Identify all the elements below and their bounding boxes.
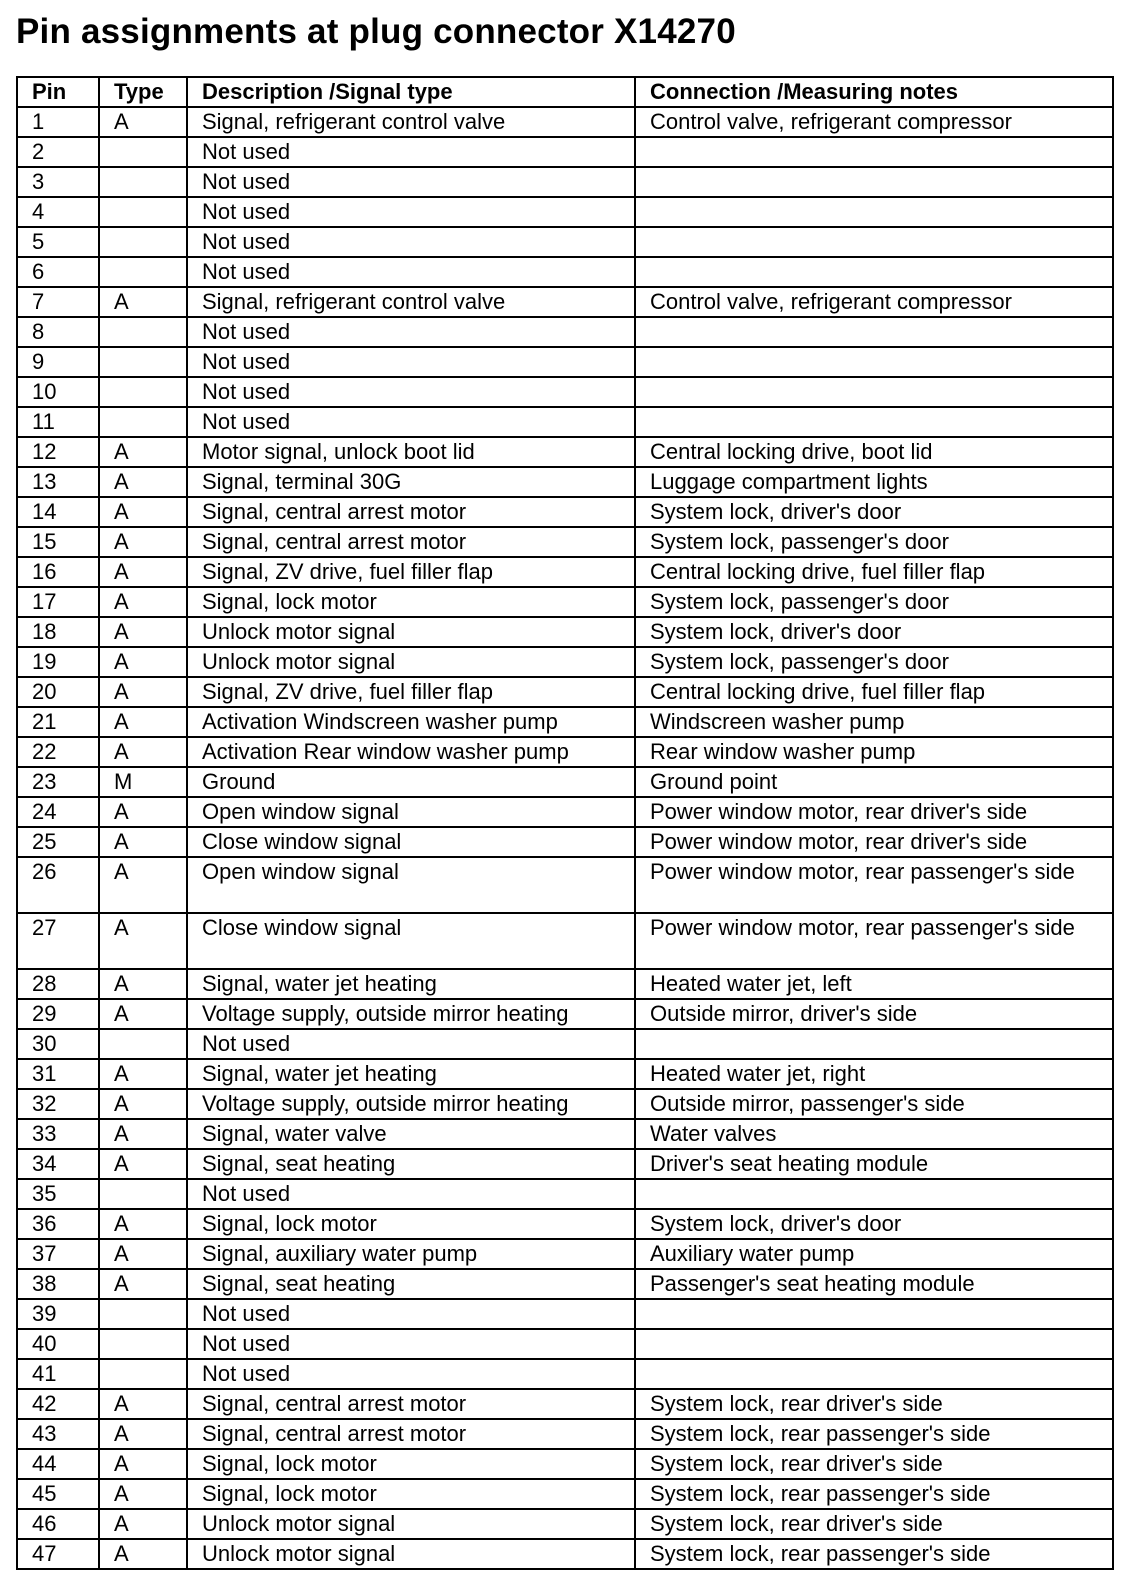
cell-type: A — [99, 647, 187, 677]
cell-pin: 27 — [17, 913, 99, 969]
table-row — [17, 1089, 1113, 1119]
cell-connection — [635, 1299, 1113, 1329]
cell-type — [99, 227, 187, 257]
table-row — [17, 557, 1113, 587]
cell-description: Signal, lock motor — [187, 1449, 635, 1479]
cell-type: A — [99, 527, 187, 557]
table-row — [17, 527, 1113, 557]
table-body — [17, 107, 1113, 1569]
cell-connection: Luggage compartment lights — [635, 467, 1113, 497]
cell-description: Not used — [187, 167, 635, 197]
cell-pin: 43 — [17, 1419, 99, 1449]
cell-pin: 25 — [17, 827, 99, 857]
table-row — [17, 227, 1113, 257]
header-type: Type — [99, 77, 187, 107]
table-row — [17, 167, 1113, 197]
header-pin: Pin — [17, 77, 99, 107]
cell-connection: System lock, driver's door — [635, 1209, 1113, 1239]
cell-type: A — [99, 969, 187, 999]
cell-connection: Central locking drive, fuel filler flap — [635, 677, 1113, 707]
cell-pin: 39 — [17, 1299, 99, 1329]
table-row — [17, 137, 1113, 167]
cell-type — [99, 257, 187, 287]
cell-type — [99, 197, 187, 227]
table-row — [17, 1239, 1113, 1269]
cell-pin: 26 — [17, 857, 99, 913]
header-description: Description /Signal type — [187, 77, 635, 107]
cell-description: Not used — [187, 1029, 635, 1059]
cell-description: Not used — [187, 257, 635, 287]
cell-description: Signal, refrigerant control valve — [187, 287, 635, 317]
cell-type: A — [99, 1149, 187, 1179]
cell-description: Signal, central arrest motor — [187, 1389, 635, 1419]
cell-type — [99, 377, 187, 407]
cell-pin: 19 — [17, 647, 99, 677]
cell-description: Signal, seat heating — [187, 1269, 635, 1299]
cell-pin: 17 — [17, 587, 99, 617]
table-row — [17, 1419, 1113, 1449]
cell-pin: 14 — [17, 497, 99, 527]
cell-connection — [635, 1359, 1113, 1389]
cell-connection: System lock, rear driver's side — [635, 1449, 1113, 1479]
cell-type: A — [99, 437, 187, 467]
cell-pin: 28 — [17, 969, 99, 999]
cell-pin: 34 — [17, 1149, 99, 1179]
cell-connection: System lock, rear passenger's side — [635, 1479, 1113, 1509]
cell-description: Signal, water jet heating — [187, 1059, 635, 1089]
cell-description: Open window signal — [187, 857, 635, 913]
table-row — [17, 1179, 1113, 1209]
cell-pin: 44 — [17, 1449, 99, 1479]
cell-description: Signal, ZV drive, fuel filler flap — [187, 557, 635, 587]
cell-connection: Outside mirror, driver's side — [635, 999, 1113, 1029]
table-row — [17, 827, 1113, 857]
cell-type — [99, 1299, 187, 1329]
cell-connection — [635, 347, 1113, 377]
cell-description: Not used — [187, 1179, 635, 1209]
cell-pin: 46 — [17, 1509, 99, 1539]
cell-type: A — [99, 1269, 187, 1299]
table-row — [17, 1299, 1113, 1329]
cell-connection: Heated water jet, left — [635, 969, 1113, 999]
cell-description: Not used — [187, 197, 635, 227]
cell-type: A — [99, 857, 187, 913]
cell-type: A — [99, 677, 187, 707]
cell-description: Signal, central arrest motor — [187, 1419, 635, 1449]
cell-type: A — [99, 1509, 187, 1539]
cell-connection — [635, 1329, 1113, 1359]
cell-type: A — [99, 1539, 187, 1569]
cell-type: A — [99, 737, 187, 767]
table-header-row — [17, 77, 1113, 107]
cell-pin: 9 — [17, 347, 99, 377]
table-row — [17, 1209, 1113, 1239]
cell-connection — [635, 407, 1113, 437]
cell-type: A — [99, 1419, 187, 1449]
cell-type: M — [99, 767, 187, 797]
table-row — [17, 497, 1113, 527]
cell-description: Signal, lock motor — [187, 587, 635, 617]
cell-description: Signal, central arrest motor — [187, 497, 635, 527]
cell-description: Not used — [187, 407, 635, 437]
cell-description: Not used — [187, 317, 635, 347]
cell-description: Signal, water valve — [187, 1119, 635, 1149]
cell-description: Unlock motor signal — [187, 1509, 635, 1539]
cell-type: A — [99, 1059, 187, 1089]
cell-pin: 30 — [17, 1029, 99, 1059]
cell-type: A — [99, 617, 187, 647]
cell-pin: 10 — [17, 377, 99, 407]
cell-connection: System lock, rear passenger's side — [635, 1539, 1113, 1569]
header-connection: Connection /Measuring notes — [635, 77, 1113, 107]
cell-type: A — [99, 827, 187, 857]
cell-type: A — [99, 1389, 187, 1419]
cell-connection — [635, 1179, 1113, 1209]
cell-connection: System lock, passenger's door — [635, 647, 1113, 677]
cell-type: A — [99, 107, 187, 137]
cell-pin: 20 — [17, 677, 99, 707]
cell-pin: 11 — [17, 407, 99, 437]
cell-type — [99, 137, 187, 167]
cell-pin: 47 — [17, 1539, 99, 1569]
table-row — [17, 257, 1113, 287]
cell-type: A — [99, 707, 187, 737]
cell-pin: 35 — [17, 1179, 99, 1209]
table-row — [17, 1149, 1113, 1179]
cell-pin: 42 — [17, 1389, 99, 1419]
table-row — [17, 913, 1113, 969]
table-row — [17, 1029, 1113, 1059]
cell-pin: 13 — [17, 467, 99, 497]
cell-type: A — [99, 1449, 187, 1479]
table-row — [17, 1269, 1113, 1299]
cell-description: Unlock motor signal — [187, 617, 635, 647]
table-row — [17, 377, 1113, 407]
table-row — [17, 347, 1113, 377]
cell-connection: Windscreen washer pump — [635, 707, 1113, 737]
cell-type — [99, 1029, 187, 1059]
cell-description: Activation Windscreen washer pump — [187, 707, 635, 737]
table-row — [17, 1509, 1113, 1539]
cell-type: A — [99, 999, 187, 1029]
cell-connection: System lock, driver's door — [635, 617, 1113, 647]
table-row — [17, 587, 1113, 617]
cell-description: Signal, terminal 30G — [187, 467, 635, 497]
cell-type — [99, 1329, 187, 1359]
table-row — [17, 677, 1113, 707]
cell-description: Ground — [187, 767, 635, 797]
cell-connection: System lock, rear driver's side — [635, 1389, 1113, 1419]
cell-pin: 29 — [17, 999, 99, 1029]
cell-description: Open window signal — [187, 797, 635, 827]
table-row — [17, 317, 1113, 347]
cell-description: Signal, lock motor — [187, 1479, 635, 1509]
cell-connection: Driver's seat heating module — [635, 1149, 1113, 1179]
cell-type: A — [99, 1209, 187, 1239]
cell-pin: 4 — [17, 197, 99, 227]
cell-description: Signal, seat heating — [187, 1149, 635, 1179]
table-row — [17, 1539, 1113, 1569]
cell-description: Not used — [187, 227, 635, 257]
table-row — [17, 197, 1113, 227]
cell-pin: 5 — [17, 227, 99, 257]
cell-description: Not used — [187, 1299, 635, 1329]
cell-type: A — [99, 1089, 187, 1119]
table-row — [17, 617, 1113, 647]
table-row — [17, 707, 1113, 737]
cell-pin: 31 — [17, 1059, 99, 1089]
table-row — [17, 1389, 1113, 1419]
cell-connection: Rear window washer pump — [635, 737, 1113, 767]
cell-pin: 23 — [17, 767, 99, 797]
cell-description: Not used — [187, 1359, 635, 1389]
cell-connection — [635, 167, 1113, 197]
cell-connection — [635, 377, 1113, 407]
cell-pin: 16 — [17, 557, 99, 587]
table-row — [17, 647, 1113, 677]
cell-connection: Auxiliary water pump — [635, 1239, 1113, 1269]
cell-type: A — [99, 913, 187, 969]
cell-pin: 38 — [17, 1269, 99, 1299]
cell-pin: 37 — [17, 1239, 99, 1269]
table-row — [17, 1329, 1113, 1359]
cell-pin: 45 — [17, 1479, 99, 1509]
cell-description: Signal, lock motor — [187, 1209, 635, 1239]
cell-connection — [635, 317, 1113, 347]
table-row — [17, 1479, 1113, 1509]
cell-description: Motor signal, unlock boot lid — [187, 437, 635, 467]
cell-type: A — [99, 587, 187, 617]
cell-connection: System lock, rear driver's side — [635, 1509, 1113, 1539]
cell-connection: Central locking drive, fuel filler flap — [635, 557, 1113, 587]
cell-description: Close window signal — [187, 827, 635, 857]
cell-description: Signal, ZV drive, fuel filler flap — [187, 677, 635, 707]
cell-type — [99, 317, 187, 347]
cell-type — [99, 347, 187, 377]
cell-connection — [635, 197, 1113, 227]
cell-connection — [635, 137, 1113, 167]
cell-description: Voltage supply, outside mirror heating — [187, 999, 635, 1029]
cell-type: A — [99, 797, 187, 827]
cell-description: Not used — [187, 137, 635, 167]
cell-type: A — [99, 1239, 187, 1269]
cell-connection: System lock, passenger's door — [635, 587, 1113, 617]
cell-type — [99, 1359, 187, 1389]
cell-type — [99, 1179, 187, 1209]
cell-pin: 41 — [17, 1359, 99, 1389]
cell-description: Unlock motor signal — [187, 647, 635, 677]
cell-description: Voltage supply, outside mirror heating — [187, 1089, 635, 1119]
cell-type: A — [99, 497, 187, 527]
table-row — [17, 1449, 1113, 1479]
cell-connection: Central locking drive, boot lid — [635, 437, 1113, 467]
table-row — [17, 969, 1113, 999]
cell-pin: 18 — [17, 617, 99, 647]
cell-type: A — [99, 1119, 187, 1149]
cell-description: Activation Rear window washer pump — [187, 737, 635, 767]
cell-connection: Passenger's seat heating module — [635, 1269, 1113, 1299]
pin-assignment-table — [16, 76, 1114, 1570]
table-row — [17, 797, 1113, 827]
table-row — [17, 737, 1113, 767]
table-row — [17, 857, 1113, 913]
cell-connection: Heated water jet, right — [635, 1059, 1113, 1089]
table-row — [17, 407, 1113, 437]
cell-type: A — [99, 557, 187, 587]
table-row — [17, 437, 1113, 467]
cell-pin: 36 — [17, 1209, 99, 1239]
cell-type — [99, 407, 187, 437]
cell-type: A — [99, 467, 187, 497]
cell-pin: 12 — [17, 437, 99, 467]
table-row — [17, 999, 1113, 1029]
table-row — [17, 467, 1113, 497]
cell-connection: Power window motor, rear passenger's side — [635, 857, 1113, 913]
cell-type — [99, 167, 187, 197]
cell-pin: 40 — [17, 1329, 99, 1359]
cell-connection: Power window motor, rear driver's side — [635, 827, 1113, 857]
cell-connection: Ground point — [635, 767, 1113, 797]
cell-connection: Outside mirror, passenger's side — [635, 1089, 1113, 1119]
cell-description: Signal, refrigerant control valve — [187, 107, 635, 137]
cell-type: A — [99, 287, 187, 317]
cell-type: A — [99, 1479, 187, 1509]
cell-pin: 3 — [17, 167, 99, 197]
cell-description: Not used — [187, 347, 635, 377]
cell-connection: Power window motor, rear driver's side — [635, 797, 1113, 827]
cell-connection — [635, 1029, 1113, 1059]
cell-connection — [635, 257, 1113, 287]
cell-pin: 22 — [17, 737, 99, 767]
cell-description: Not used — [187, 377, 635, 407]
cell-pin: 1 — [17, 107, 99, 137]
table-row — [17, 1059, 1113, 1089]
cell-pin: 24 — [17, 797, 99, 827]
cell-description: Unlock motor signal — [187, 1539, 635, 1569]
cell-connection: System lock, passenger's door — [635, 527, 1113, 557]
table-row — [17, 107, 1113, 137]
table-row — [17, 287, 1113, 317]
cell-connection: Power window motor, rear passenger's side — [635, 913, 1113, 969]
cell-description: Not used — [187, 1329, 635, 1359]
cell-connection: Control valve, refrigerant compressor — [635, 287, 1113, 317]
cell-pin: 8 — [17, 317, 99, 347]
cell-connection: System lock, driver's door — [635, 497, 1113, 527]
cell-pin: 33 — [17, 1119, 99, 1149]
cell-pin: 32 — [17, 1089, 99, 1119]
cell-pin: 21 — [17, 707, 99, 737]
cell-description: Signal, central arrest motor — [187, 527, 635, 557]
cell-description: Signal, water jet heating — [187, 969, 635, 999]
cell-connection — [635, 227, 1113, 257]
table-row — [17, 767, 1113, 797]
cell-description: Signal, auxiliary water pump — [187, 1239, 635, 1269]
cell-connection: Water valves — [635, 1119, 1113, 1149]
cell-pin: 7 — [17, 287, 99, 317]
cell-connection: Control valve, refrigerant compressor — [635, 107, 1113, 137]
page-title: Pin assignments at plug connector X14270 — [16, 12, 736, 51]
table-row — [17, 1359, 1113, 1389]
cell-description: Close window signal — [187, 913, 635, 969]
table-row — [17, 1119, 1113, 1149]
cell-connection: System lock, rear passenger's side — [635, 1419, 1113, 1449]
cell-pin: 6 — [17, 257, 99, 287]
cell-pin: 2 — [17, 137, 99, 167]
cell-pin: 15 — [17, 527, 99, 557]
